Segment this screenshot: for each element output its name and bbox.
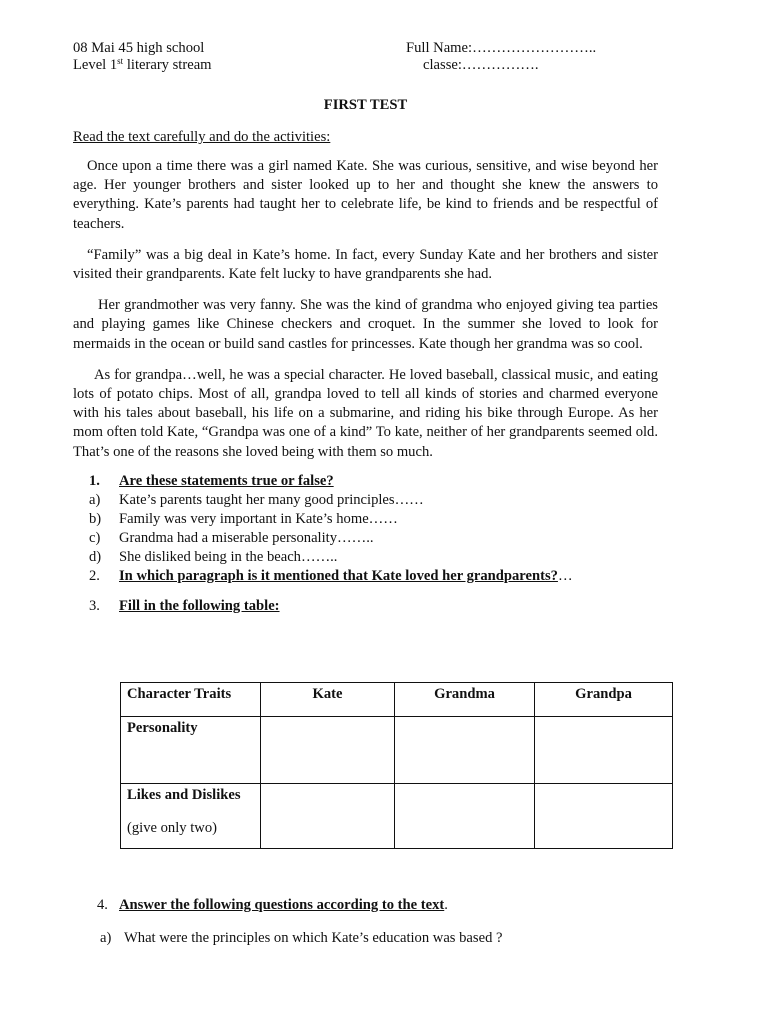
question-2-number: 2. — [89, 567, 100, 584]
header-row-2 — [73, 57, 658, 74]
exam-page — [73, 40, 658, 946]
answer-cell-grandma-personality[interactable] — [395, 717, 535, 784]
statement-d — [73, 548, 658, 567]
school-name: 08 Mai 45 high school — [73, 40, 205, 56]
header-grandma: Grandma — [395, 683, 535, 717]
statement-d-label: d) — [89, 548, 102, 565]
answer-cell-grandma-likes[interactable] — [395, 784, 535, 849]
paragraph-1 — [73, 157, 658, 234]
answer-cell-grandpa-personality[interactable] — [535, 717, 673, 784]
likes-dislikes-label: Likes and Dislikes — [127, 787, 241, 803]
table-row — [121, 784, 673, 849]
table-row — [121, 717, 673, 784]
question-4-text: Answer the following questions according to the text — [119, 897, 445, 913]
level-sup: st — [117, 56, 124, 66]
answer-cell-kate-personality[interactable] — [261, 717, 395, 784]
paragraph-1-text: Once upon a time there was a girl named Kate. She was curious, sensitive, and wise beyond her age. Her younger brothers and sister looked up to her and thought she knew the answers to everything. Kate’s parents had taught her to celebrate life, be kind to friends and be respectful of teachers. — [73, 158, 658, 232]
question-4-number: 4. — [97, 897, 108, 913]
question-4a-label: a) — [100, 930, 112, 946]
statement-b-text: Family was very important in Kate’s home…… — [119, 510, 398, 527]
personality-label: Personality — [127, 720, 198, 736]
paragraph-2-text: “Family” was a big deal in Kate’s home. In fact, every Sunday Kate and her brothers and sister visited their grandparents. Kate felt lucky to have grandparents she had. — [73, 246, 658, 283]
level-stream — [73, 57, 212, 74]
question-4a — [73, 929, 658, 948]
statement-b — [73, 510, 658, 529]
class-label: classe: — [423, 57, 462, 73]
character-traits-table — [120, 682, 673, 849]
question-2-tail: … — [557, 567, 573, 584]
class-dots: ……………. — [461, 57, 539, 73]
level-prefix: Level 1 — [73, 57, 118, 73]
statement-a-label: a) — [89, 491, 101, 508]
statement-a — [73, 491, 658, 510]
answer-cell-grandpa-likes[interactable] — [535, 784, 673, 849]
instruction: Read the text carefully and do the activities: — [73, 129, 331, 145]
answer-cell-kate-likes[interactable] — [261, 784, 395, 849]
question-1 — [73, 472, 658, 491]
question-3-text: Fill in the following table: — [119, 597, 280, 614]
full-name-dots: :…………………….. — [468, 40, 597, 56]
test-title: FIRST TEST — [323, 97, 408, 113]
question-1-number: 1. — [89, 472, 100, 489]
paragraph-3 — [73, 296, 658, 354]
question-4a-text: What were the principles on which Kate’s education was based ? — [124, 930, 503, 946]
question-2-text: In which paragraph is it mentioned that Kate loved her grandparents? — [119, 567, 558, 584]
question-1-text: Are these statements true or false? — [119, 472, 334, 489]
likes-dislikes-note: (give only two) — [127, 820, 217, 836]
statement-d-text: She disliked being in the beach…….. — [119, 548, 338, 565]
header-grandpa: Grandpa — [535, 683, 673, 717]
full-name-label: Full Name — [406, 40, 469, 56]
header-kate: Kate — [261, 683, 395, 717]
paragraph-4-text: As for grandpa…well, he was a special character. He loved baseball, classical music, and eating lots of potato chips. Most of all, grandpa loved to tell all kinds of stories and charmed everyone with his tales about baseball, his life on a submarine, and riding his bike through Europe. As her mom often told Kate, “Grandpa was one of a kind” To kate, neither of her grandparents seemed old. That’s one of the reasons she loved being with them so much. — [73, 366, 658, 460]
question-4 — [73, 896, 658, 915]
question-3-number: 3. — [89, 597, 100, 614]
header-character-traits: Character Traits — [121, 683, 261, 717]
table-header-row — [121, 683, 673, 717]
statement-c-text: Grandma had a miserable personality…….. — [119, 529, 374, 546]
level-suffix: literary stream — [123, 57, 212, 73]
statement-c-label: c) — [89, 529, 101, 546]
statement-a-text: Kate’s parents taught her many good principles…… — [119, 491, 424, 508]
question-4-tail: . — [444, 897, 448, 913]
statement-b-label: b) — [89, 510, 102, 527]
question-3 — [73, 597, 658, 616]
question-4-line — [119, 896, 448, 915]
paragraph-2 — [73, 246, 658, 284]
row-label-personality — [121, 717, 261, 784]
full-name-field — [406, 40, 596, 57]
row-label-likes-dislikes — [121, 784, 261, 849]
header-row-1 — [73, 40, 658, 57]
paragraph-4 — [73, 366, 658, 462]
statement-c — [73, 529, 658, 548]
class-field — [423, 57, 539, 74]
question-2 — [73, 567, 658, 586]
paragraph-3-text: Her grandmother was very fanny. She was the kind of grandma who enjoyed giving tea parties and playing games like Chinese checkers and croquet. In the summer she loved to look for mermaids in the ocean or build sand castles for princesses. Kate though her grandma was so cool. — [73, 297, 658, 352]
question-list — [73, 472, 658, 616]
question-2-line — [119, 567, 573, 586]
